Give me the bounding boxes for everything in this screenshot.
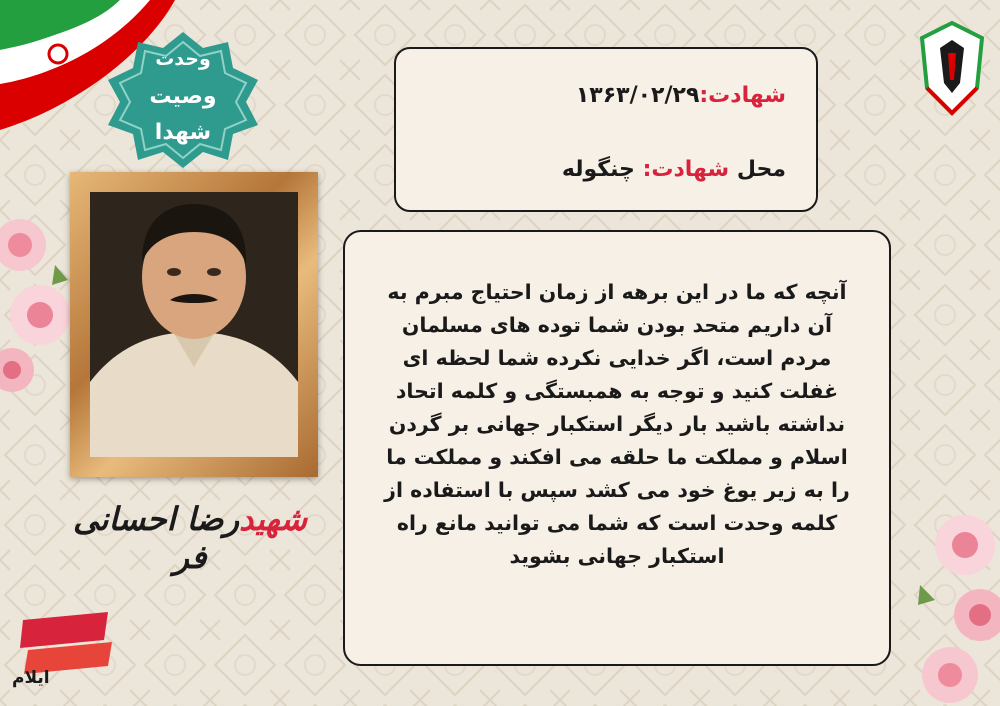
martyr-fullname: رضا احسانی فر [72,500,240,576]
martyr-name [70,500,310,576]
will-line: کلمه وحدت است که شما می توانید مانع راه [396,511,838,535]
place-label: شهادت: [642,157,730,182]
flowers-right-icon [910,505,1000,706]
will-line: اسلام و مملکت ما حلقه می افکند و مملکت ما [386,445,848,469]
will-line: نداشته باشید بار دیگر استکبار جهانی بر گردن [388,412,846,436]
place-value: چنگوله [561,157,635,182]
emblem [103,30,263,170]
info-box [394,47,818,212]
portrait-icon [90,192,298,457]
emblem-line-2: وصیت [149,84,217,109]
emblem-line-1: وحدت [155,48,211,70]
will-text [361,276,873,573]
martyrdom-date [576,83,786,108]
will-line: آنچه که ما در این برهه از زمان احتیاج مبرم به [387,280,847,304]
will-line: مردم است، اگر خدایی نکرده شما لحظه ای [402,346,832,370]
city-label: ایلام [12,668,50,688]
emblem-line-3: شهدا [154,120,212,145]
will-line: آن داریم متحد بودن شما توده های مسلمان [401,313,833,337]
martyr-title: شهید [239,500,308,538]
date-value: ۱۳۶۳/۰۲/۲۹ [575,83,700,108]
flowers-left-icon [0,205,70,405]
place-prefix: محل [736,157,786,182]
photo-frame [70,172,318,477]
will-text-box [343,230,891,666]
foundation-logo-icon [912,18,992,118]
will-line: را به زیر یوغ خود می کشد سپس با استفاده از [384,478,850,502]
will-line: غفلت کنید و توجه به همبستگی و کلمه اتحاد [395,379,839,403]
martyrdom-place [562,157,786,182]
date-label: شهادت: [699,83,786,108]
will-line: استکبار جهانی بشوید [509,544,725,568]
martyr-photo [90,192,298,457]
